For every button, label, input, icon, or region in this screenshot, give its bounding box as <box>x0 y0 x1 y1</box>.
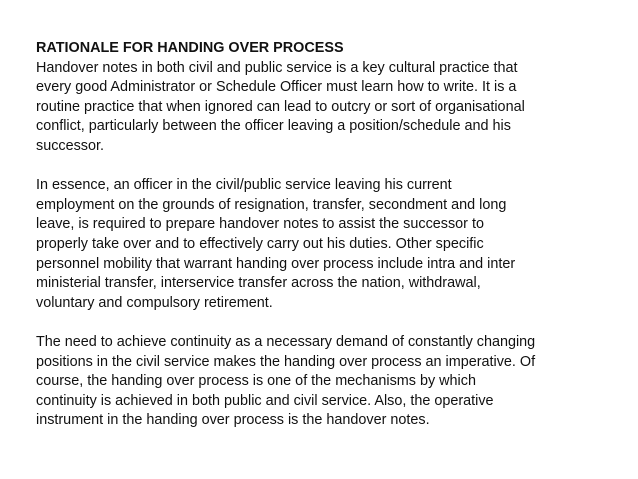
paragraph-in-essence <box>36 176 608 313</box>
paragraph-line: voluntary and compulsory retirement. <box>36 294 273 311</box>
paragraph-line: The need to achieve continuity as a necessary demand of constantly changing <box>36 333 536 350</box>
paragraph-line: positions in the civil service makes the handing over process an imperative. Of <box>36 353 536 370</box>
paragraph-line: In essence, an officer in the civil/public service leaving his current <box>36 177 452 194</box>
paragraph-continuity <box>36 333 608 431</box>
document-heading: RATIONALE FOR HANDING OVER PROCESS <box>36 40 344 56</box>
slide-text-body <box>36 39 608 431</box>
paragraph-line: conflict, particularly between the officer leaving a position/schedule and his <box>36 118 511 135</box>
paragraph-line: continuity is achieved in both public and civil service. Also, the operative <box>36 392 494 409</box>
paragraph-line: leave, is required to prepare handover notes to assist the successor to <box>36 216 484 233</box>
paragraph-line: every good Administrator or Schedule Officer must learn how to write. It is a <box>36 79 517 96</box>
paragraph-line: employment on the grounds of resignation, transfer, secondment and long <box>36 196 507 213</box>
paragraph-line: personnel mobility that warrant handing over process include intra and inter <box>36 255 516 272</box>
paragraph-handover-notes <box>36 59 608 157</box>
paragraph-line: routine practice that when ignored can lead to outcry or sort of organisational <box>36 98 525 115</box>
paragraph-line: Handover notes in both civil and public service is a key cultural practice that <box>36 59 518 76</box>
paragraph-line: successor. <box>36 137 104 154</box>
paragraph-line: instrument in the handing over process is the handover notes. <box>36 412 430 429</box>
paragraph-line: course, the handing over process is one of the mechanisms by which <box>36 373 476 390</box>
paragraph-line: properly take over and to effectively carry out his duties. Other specific <box>36 235 484 252</box>
paragraph-line: ministerial transfer, interservice transfer across the nation, withdrawal, <box>36 275 481 292</box>
